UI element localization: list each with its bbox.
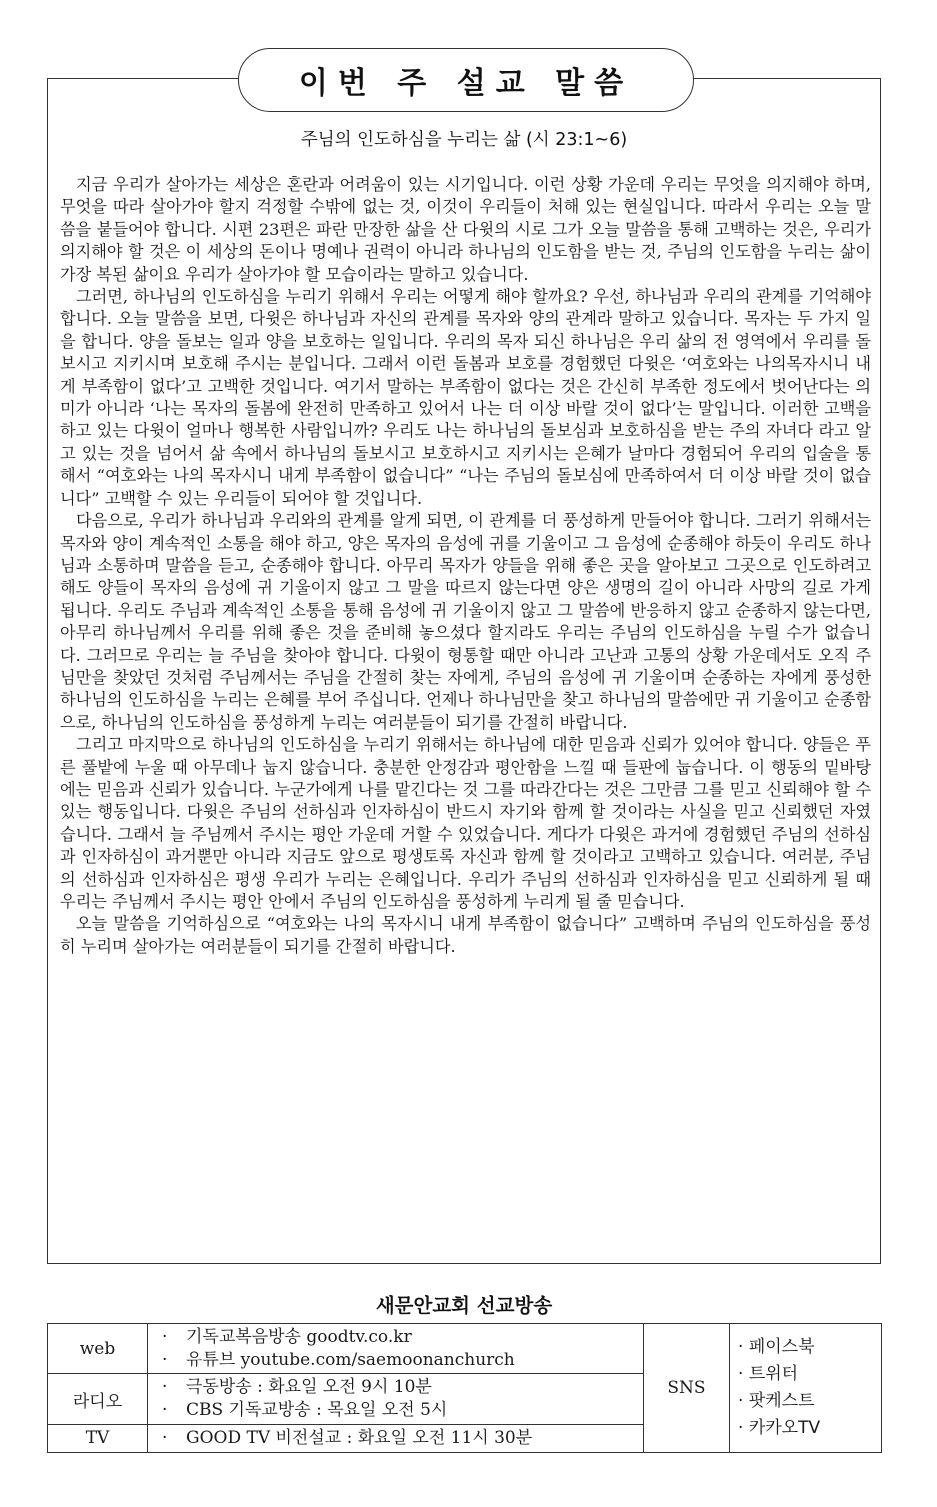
list-item: 기독교복음방송 goodtv.co.kr <box>186 1326 412 1347</box>
broadcast-title: 새문안교회 선교방송 <box>375 1294 553 1317</box>
table-row <box>48 1324 882 1374</box>
bullet: · <box>162 1400 168 1421</box>
web-label: web <box>48 1324 148 1374</box>
web-items <box>148 1324 644 1374</box>
tv-items <box>148 1424 644 1452</box>
sermon-paragraph: 다음으로, 우리가 하나님과 우리와의 관계를 알게 되면, 이 관계를 더 풍성하게 만들어야 합니다. 그러기 위해서는 목자와 양이 계속적인 소통을 해야 하고, 양은 목자의 음성에 귀를 기울이고 그 음성에 순종해야 하듯이 우리도 하나님과 소통하며 말씀을 듣고, 순종해야 합니다. 아무리 목자가 양들을 위해 좋은 곳을 알아보고 그곳으로 인도하려고 해도 양들이 목자의 음성에 귀 기울이지 않고 그 말을 따르지 않는다면 양은 생명의 길이 아니라 사망의 길로 가게 됩니다. 우리도 주님과 계속적인 소통을 통해 음성에 귀 기울이지 않고 그 말씀에 반응하지 않고 순종하지 않는다면, 아무리 하나님께서 우리를 위해 좋은 것을 준비해 놓으셨다 할지라도 우리는 주님의 인도하심을 누릴 수가 없습니다. 그러므로 우리는 늘 주님을 찾아야 합니다. 다윗이 형통할 때만 아니라 고난과 고통의 상황 가운데서도 오직 주님만을 찾았던 것처럼 주님께서는 주님을 간절히 찾는 자에게, 주님의 음성에 귀 기울이며 순종하는 자에게 풍성한 하나님의 인도하심을 누리는 은혜를 부어 주십니다. 언제나 하나님만을 찾고 하나님의 말씀에만 귀 기울이고 순종함으로, 하나님의 인도하심을 풍성하게 누리는 여러분들이 되기를 간절히 바랍니다. <box>60 511 871 732</box>
sns-items <box>730 1324 882 1453</box>
bullet: · <box>738 1364 744 1384</box>
sns-label: SNS <box>644 1324 730 1453</box>
sermon-body <box>60 174 871 958</box>
broadcast-table <box>47 1323 882 1453</box>
bullet: · <box>738 1418 744 1438</box>
sermon-paragraph: 지금 우리가 살아가는 세상은 혼란과 어려움이 있는 시기입니다. 이런 상황 가운데 우리는 무엇을 의지해야 하며, 무엇을 따라 살아가야 할지 걱정할 수밖에 없는 것, 이것이 우리들이 처해 있는 현실입니다. 따라서 우리는 오늘 말씀을 붙들어야 합니다. 시편 23편은 파란 만장한 삶을 산 다윗의 시로 그가 오늘 말씀을 통해 고백하는 것은, 우리가 의지해야 할 것은 이 세상의 돈이나 명예나 권력이 아니라 하나님의 인도함을 받는 것, 주님의 인도함을 누리는 삶이 가장 복된 삶이요 우리가 살아가야 할 모습이라는 말하고 있습니다. <box>60 175 871 284</box>
bullet: · <box>738 1337 744 1357</box>
list-item: 극동방송 : 화요일 오전 9시 10분 <box>186 1377 432 1398</box>
list-item: GOOD TV 비전설교 : 화요일 오전 11시 30분 <box>186 1427 533 1448</box>
list-item: 팟케스트 <box>748 1391 815 1411</box>
sermon-paragraph: 그러면, 하나님의 인도하심을 누리기 위해서 우리는 어떻게 해야 할까요? 우선, 하나님과 우리의 관계를 기억해야 합니다. 오늘 말씀을 보면, 다윗은 하나님과 자신의 관계를 목자와 양의 관계라 말하고 있습니다. 목자는 두 가지 일을 합니다. 양을 돌보는 일과 양을 보호하는 일입니다. 우리의 목자 되신 하나님은 우리 삶의 전 영역에서 우리를 돌보시고 지키시며 보호해 주시는 분입니다. 그래서 이런 돌봄과 보호를 경험했던 다윗은 ‘여호와는 나의목자시니 내게 부족함이 없다’고 고백한 것입니다. 여기서 말하는 부족함이 없다는 것은 간신히 부족한 정도에서 벗어난다는 의미가 아니라 ‘나는 목자의 돌봄에 완전히 만족하고 있어서 나는 더 이상 바랄 것이 없다’는 말입니다. 이러한 고백을 하고 있는 다윗이 얼마나 행복한 사람입니까? 우리도 나는 하나님의 돌보심과 보호하심을 받는 주의 자녀다 라고 알고 있는 것을 넘어서 삶 속에서 하나님의 돌보시고 보호하시고 지키시는 은혜가 날마다 경험되어 우리의 입술을 통해서 “여호와는 나의 목자시니 내게 부족함이 없습니다” “나는 주님의 돌보심에 만족하여서 더 이상 바랄 것이 없습니다” 고백할 수 있는 우리들이 되어야 할 것입니다. <box>60 287 871 508</box>
tv-label: TV <box>48 1424 148 1452</box>
list-item: 페이스북 <box>748 1337 815 1357</box>
sermon-paragraph: 그리고 마지막으로 하나님의 인도하심을 누리기 위해서는 하나님에 대한 믿음과 신뢰가 있어야 합니다. 양들은 푸른 풀밭에 누울 때 아무데나 눕지 않습니다. 충분한 안정감과 평안함을 느낄 때 들판에 눕습니다. 이 행동의 밑바탕에는 믿음과 신뢰가 있습니다. 누군가에게 나를 맡긴다는 것 그를 따라간다는 것은 그만큼 그를 믿고 신뢰해야 할 수 있는 행동입니다. 다윗은 주님의 선하심과 인자하심이 반드시 자기와 함께 할 것이라는 사실을 믿고 신뢰했던 자였습니다. 그래서 늘 주님께서 주시는 평안 가운데 거할 수 있었습니다. 게다가 다윗은 과거에 경험했던 주님의 선하심과 인자하심이 과거뿐만 아니라 지금도 앞으로 평생토록 자신과 함께 할 것이라고 고백하고 있습니다. 여러분, 주님의 선하심과 인자하심은 평생 우리가 누리는 은혜입니다. 우리가 주님의 선하심과 인자하심을 믿고 신뢰하게 될 때 우리는 주님께서 주시는 평안 안에서 주님의 인도하심을 풍성하게 누리게 될 줄 믿습니다. <box>60 735 871 911</box>
bullet: · <box>162 1349 168 1370</box>
list-item: 유튜브 youtube.com/saemoonanchurch <box>186 1349 515 1370</box>
page-title: 이번 주 설교 말씀 <box>238 48 694 112</box>
bullet: · <box>162 1377 168 1398</box>
sermon-subtitle: 주님의 인도하심을 누리는 삶 (시 23:1~6) <box>300 130 628 150</box>
bullet: · <box>162 1326 168 1347</box>
list-item: CBS 기독교방송 : 목요일 오전 5시 <box>186 1400 448 1421</box>
radio-label: 라디오 <box>48 1374 148 1424</box>
bullet: · <box>162 1427 168 1448</box>
bullet: · <box>738 1391 744 1411</box>
list-item: 카카오TV <box>748 1418 821 1438</box>
list-item: 트위터 <box>748 1364 799 1384</box>
sermon-paragraph: 오늘 말씀을 기억하심으로 “여호와는 나의 목자시니 내게 부족함이 없습니다” 고백하며 주님의 인도하심을 풍성히 누리며 살아가는 여러분들이 되기를 간절히 바랍니다. <box>60 914 871 956</box>
radio-items <box>148 1374 644 1424</box>
